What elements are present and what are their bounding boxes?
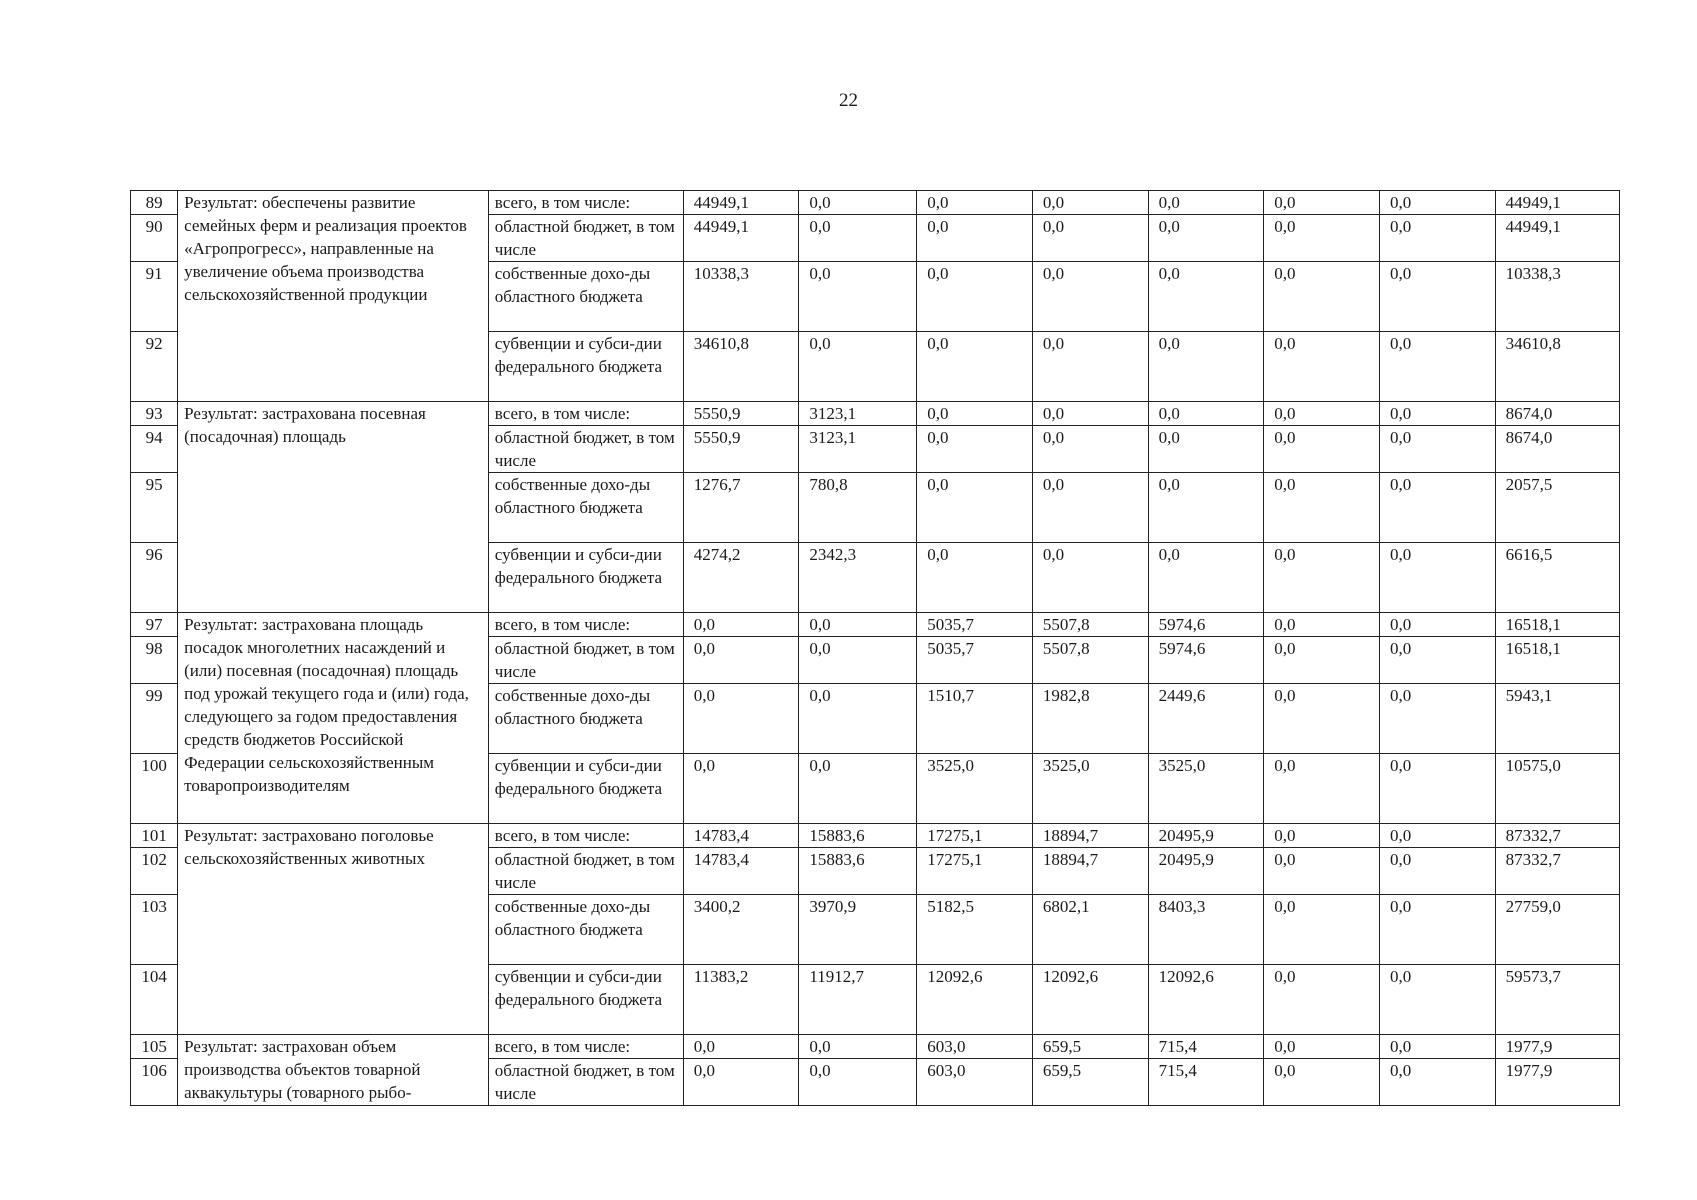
total-value: 6616,5 xyxy=(1495,543,1619,613)
year-value: 0,0 xyxy=(799,754,917,824)
year-value: 0,0 xyxy=(683,684,799,754)
row-number: 100 xyxy=(131,754,178,824)
year-value: 603,0 xyxy=(917,1035,1033,1059)
year-value: 5550,9 xyxy=(683,426,799,473)
year-value: 0,0 xyxy=(683,637,799,684)
total-value: 5943,1 xyxy=(1495,684,1619,754)
year-value: 0,0 xyxy=(1379,965,1495,1035)
year-value: 0,0 xyxy=(1032,262,1148,332)
result-description: Результат: застраховано поголовье сельскохозяйственных животных xyxy=(178,824,489,1035)
year-value: 0,0 xyxy=(1264,215,1380,262)
total-value: 44949,1 xyxy=(1495,191,1619,215)
row-number: 99 xyxy=(131,684,178,754)
year-value: 5182,5 xyxy=(917,895,1033,965)
year-value: 0,0 xyxy=(1148,426,1264,473)
year-value: 0,0 xyxy=(1379,637,1495,684)
year-value: 0,0 xyxy=(1264,1035,1380,1059)
year-value: 0,0 xyxy=(1379,262,1495,332)
funding-source: собственные дохо-ды областного бюджета xyxy=(488,684,683,754)
row-number: 95 xyxy=(131,473,178,543)
year-value: 1276,7 xyxy=(683,473,799,543)
year-value: 0,0 xyxy=(1032,473,1148,543)
result-description: Результат: обеспечены развитие семейных ферм и реализация проектов «Агропрогресс», направленные на увеличение объема производства сельскохозяйственной продукции xyxy=(178,191,489,402)
year-value: 0,0 xyxy=(683,613,799,637)
year-value: 0,0 xyxy=(1264,613,1380,637)
year-value: 0,0 xyxy=(917,215,1033,262)
total-value: 2057,5 xyxy=(1495,473,1619,543)
year-value: 15883,6 xyxy=(799,848,917,895)
year-value: 10338,3 xyxy=(683,262,799,332)
row-number: 89 xyxy=(131,191,178,215)
year-value: 4274,2 xyxy=(683,543,799,613)
total-value: 1977,9 xyxy=(1495,1059,1619,1106)
year-value: 0,0 xyxy=(1264,848,1380,895)
year-value: 8403,3 xyxy=(1148,895,1264,965)
year-value: 1510,7 xyxy=(917,684,1033,754)
year-value: 0,0 xyxy=(917,402,1033,426)
result-description: Результат: застрахована площадь посадок многолетних насаждений и (или) посевная (посадочная) площадь под урожай текущего года и (или) года, следующего за годом предоставления средств бюджетов Российской Федерации сельскохозяйственным товаропроизводителям xyxy=(178,613,489,824)
row-number: 104 xyxy=(131,965,178,1035)
year-value: 0,0 xyxy=(1379,332,1495,402)
funding-source: субвенции и субси-дии федерального бюджета xyxy=(488,965,683,1035)
year-value: 18894,7 xyxy=(1032,824,1148,848)
year-value: 12092,6 xyxy=(917,965,1033,1035)
total-value: 8674,0 xyxy=(1495,426,1619,473)
total-value: 44949,1 xyxy=(1495,215,1619,262)
year-value: 20495,9 xyxy=(1148,824,1264,848)
total-value: 1977,9 xyxy=(1495,1035,1619,1059)
funding-source: всего, в том числе: xyxy=(488,613,683,637)
row-number: 101 xyxy=(131,824,178,848)
total-value: 10338,3 xyxy=(1495,262,1619,332)
year-value: 5507,8 xyxy=(1032,637,1148,684)
year-value: 17275,1 xyxy=(917,824,1033,848)
row-number: 93 xyxy=(131,402,178,426)
year-value: 0,0 xyxy=(799,613,917,637)
total-value: 59573,7 xyxy=(1495,965,1619,1035)
year-value: 11383,2 xyxy=(683,965,799,1035)
year-value: 14783,4 xyxy=(683,848,799,895)
funding-source: субвенции и субси-дии федерального бюджета xyxy=(488,332,683,402)
year-value: 0,0 xyxy=(1379,426,1495,473)
year-value: 0,0 xyxy=(799,1035,917,1059)
year-value: 0,0 xyxy=(917,191,1033,215)
year-value: 0,0 xyxy=(683,1035,799,1059)
year-value: 3400,2 xyxy=(683,895,799,965)
row-number: 92 xyxy=(131,332,178,402)
year-value: 3123,1 xyxy=(799,426,917,473)
row-number: 106 xyxy=(131,1059,178,1106)
year-value: 0,0 xyxy=(1379,402,1495,426)
year-value: 0,0 xyxy=(1379,613,1495,637)
year-value: 3123,1 xyxy=(799,402,917,426)
funding-source: субвенции и субси-дии федерального бюджета xyxy=(488,543,683,613)
year-value: 3525,0 xyxy=(917,754,1033,824)
table-row xyxy=(131,402,1620,426)
year-value: 0,0 xyxy=(1264,262,1380,332)
table-row xyxy=(131,191,1620,215)
year-value: 2449,6 xyxy=(1148,684,1264,754)
year-value: 0,0 xyxy=(917,262,1033,332)
table-row xyxy=(131,613,1620,637)
year-value: 0,0 xyxy=(1264,473,1380,543)
row-number: 103 xyxy=(131,895,178,965)
year-value: 12092,6 xyxy=(1148,965,1264,1035)
year-value: 0,0 xyxy=(799,1059,917,1106)
total-value: 16518,1 xyxy=(1495,613,1619,637)
year-value: 0,0 xyxy=(917,543,1033,613)
year-value: 0,0 xyxy=(1032,332,1148,402)
funding-source: областной бюджет, в том числе xyxy=(488,637,683,684)
year-value: 3970,9 xyxy=(799,895,917,965)
table-row xyxy=(131,1035,1620,1059)
year-value: 0,0 xyxy=(1264,191,1380,215)
year-value: 20495,9 xyxy=(1148,848,1264,895)
year-value: 11912,7 xyxy=(799,965,917,1035)
row-number: 105 xyxy=(131,1035,178,1059)
year-value: 5974,6 xyxy=(1148,637,1264,684)
funding-source: областной бюджет, в том числе xyxy=(488,426,683,473)
year-value: 44949,1 xyxy=(683,191,799,215)
year-value: 0,0 xyxy=(1264,895,1380,965)
funding-source: всего, в том числе: xyxy=(488,1035,683,1059)
year-value: 0,0 xyxy=(1264,754,1380,824)
funding-source: собственные дохо-ды областного бюджета xyxy=(488,262,683,332)
total-value: 34610,8 xyxy=(1495,332,1619,402)
year-value: 715,4 xyxy=(1148,1059,1264,1106)
year-value: 0,0 xyxy=(1379,895,1495,965)
year-value: 659,5 xyxy=(1032,1035,1148,1059)
year-value: 0,0 xyxy=(917,473,1033,543)
year-value: 0,0 xyxy=(799,215,917,262)
year-value: 0,0 xyxy=(917,426,1033,473)
year-value: 0,0 xyxy=(683,754,799,824)
row-number: 90 xyxy=(131,215,178,262)
year-value: 5035,7 xyxy=(917,637,1033,684)
total-value: 87332,7 xyxy=(1495,848,1619,895)
year-value: 5974,6 xyxy=(1148,613,1264,637)
year-value: 2342,3 xyxy=(799,543,917,613)
year-value: 15883,6 xyxy=(799,824,917,848)
year-value: 659,5 xyxy=(1032,1059,1148,1106)
year-value: 0,0 xyxy=(1032,543,1148,613)
funding-source: всего, в том числе: xyxy=(488,191,683,215)
year-value: 12092,6 xyxy=(1032,965,1148,1035)
row-number: 102 xyxy=(131,848,178,895)
year-value: 6802,1 xyxy=(1032,895,1148,965)
year-value: 0,0 xyxy=(1148,332,1264,402)
year-value: 0,0 xyxy=(1379,754,1495,824)
year-value: 0,0 xyxy=(1379,684,1495,754)
year-value: 0,0 xyxy=(1379,1059,1495,1106)
total-value: 27759,0 xyxy=(1495,895,1619,965)
year-value: 0,0 xyxy=(1032,215,1148,262)
row-number: 97 xyxy=(131,613,178,637)
total-value: 16518,1 xyxy=(1495,637,1619,684)
year-value: 0,0 xyxy=(1264,824,1380,848)
table-row xyxy=(131,824,1620,848)
year-value: 0,0 xyxy=(1264,965,1380,1035)
year-value: 0,0 xyxy=(1148,402,1264,426)
year-value: 3525,0 xyxy=(1032,754,1148,824)
year-value: 0,0 xyxy=(1148,473,1264,543)
year-value: 715,4 xyxy=(1148,1035,1264,1059)
year-value: 0,0 xyxy=(1264,332,1380,402)
year-value: 0,0 xyxy=(1379,191,1495,215)
year-value: 0,0 xyxy=(1379,543,1495,613)
year-value: 0,0 xyxy=(799,332,917,402)
year-value: 0,0 xyxy=(799,684,917,754)
year-value: 0,0 xyxy=(1148,215,1264,262)
result-description: Результат: застрахован объем производства объектов товарной аквакультуры (товарного рыбо- xyxy=(178,1035,489,1106)
funding-source: субвенции и субси-дии федерального бюджета xyxy=(488,754,683,824)
year-value: 0,0 xyxy=(1264,402,1380,426)
year-value: 0,0 xyxy=(1264,684,1380,754)
year-value: 0,0 xyxy=(1379,215,1495,262)
year-value: 18894,7 xyxy=(1032,848,1148,895)
year-value: 0,0 xyxy=(799,262,917,332)
year-value: 5507,8 xyxy=(1032,613,1148,637)
funding-source: всего, в том числе: xyxy=(488,824,683,848)
total-value: 87332,7 xyxy=(1495,824,1619,848)
year-value: 0,0 xyxy=(1264,543,1380,613)
year-value: 5550,9 xyxy=(683,402,799,426)
year-value: 0,0 xyxy=(1379,848,1495,895)
year-value: 0,0 xyxy=(799,637,917,684)
year-value: 0,0 xyxy=(1032,402,1148,426)
year-value: 0,0 xyxy=(1379,1035,1495,1059)
year-value: 0,0 xyxy=(1148,262,1264,332)
row-number: 94 xyxy=(131,426,178,473)
year-value: 0,0 xyxy=(1264,426,1380,473)
year-value: 0,0 xyxy=(1264,1059,1380,1106)
row-number: 91 xyxy=(131,262,178,332)
funding-source: собственные дохо-ды областного бюджета xyxy=(488,895,683,965)
year-value: 0,0 xyxy=(1379,473,1495,543)
year-value: 0,0 xyxy=(1379,824,1495,848)
year-value: 5035,7 xyxy=(917,613,1033,637)
funding-source: собственные дохо-ды областного бюджета xyxy=(488,473,683,543)
year-value: 44949,1 xyxy=(683,215,799,262)
year-value: 3525,0 xyxy=(1148,754,1264,824)
year-value: 0,0 xyxy=(799,191,917,215)
total-value: 10575,0 xyxy=(1495,754,1619,824)
year-value: 0,0 xyxy=(1148,543,1264,613)
year-value: 0,0 xyxy=(1032,191,1148,215)
year-value: 0,0 xyxy=(1148,191,1264,215)
year-value: 780,8 xyxy=(799,473,917,543)
total-value: 8674,0 xyxy=(1495,402,1619,426)
year-value: 0,0 xyxy=(1032,426,1148,473)
year-value: 603,0 xyxy=(917,1059,1033,1106)
year-value: 17275,1 xyxy=(917,848,1033,895)
year-value: 34610,8 xyxy=(683,332,799,402)
year-value: 0,0 xyxy=(917,332,1033,402)
funding-source: областной бюджет, в том числе xyxy=(488,1059,683,1106)
funding-source: всего, в том числе: xyxy=(488,402,683,426)
funding-source: областной бюджет, в том числе xyxy=(488,215,683,262)
year-value: 0,0 xyxy=(1264,637,1380,684)
year-value: 14783,4 xyxy=(683,824,799,848)
funding-source: областной бюджет, в том числе xyxy=(488,848,683,895)
year-value: 1982,8 xyxy=(1032,684,1148,754)
page-number: 22 xyxy=(839,90,858,111)
row-number: 96 xyxy=(131,543,178,613)
row-number: 98 xyxy=(131,637,178,684)
result-description: Результат: застрахована посевная (посадочная) площадь xyxy=(178,402,489,613)
budget-table xyxy=(130,190,1620,1106)
year-value: 0,0 xyxy=(683,1059,799,1106)
table-body xyxy=(131,191,1620,1106)
